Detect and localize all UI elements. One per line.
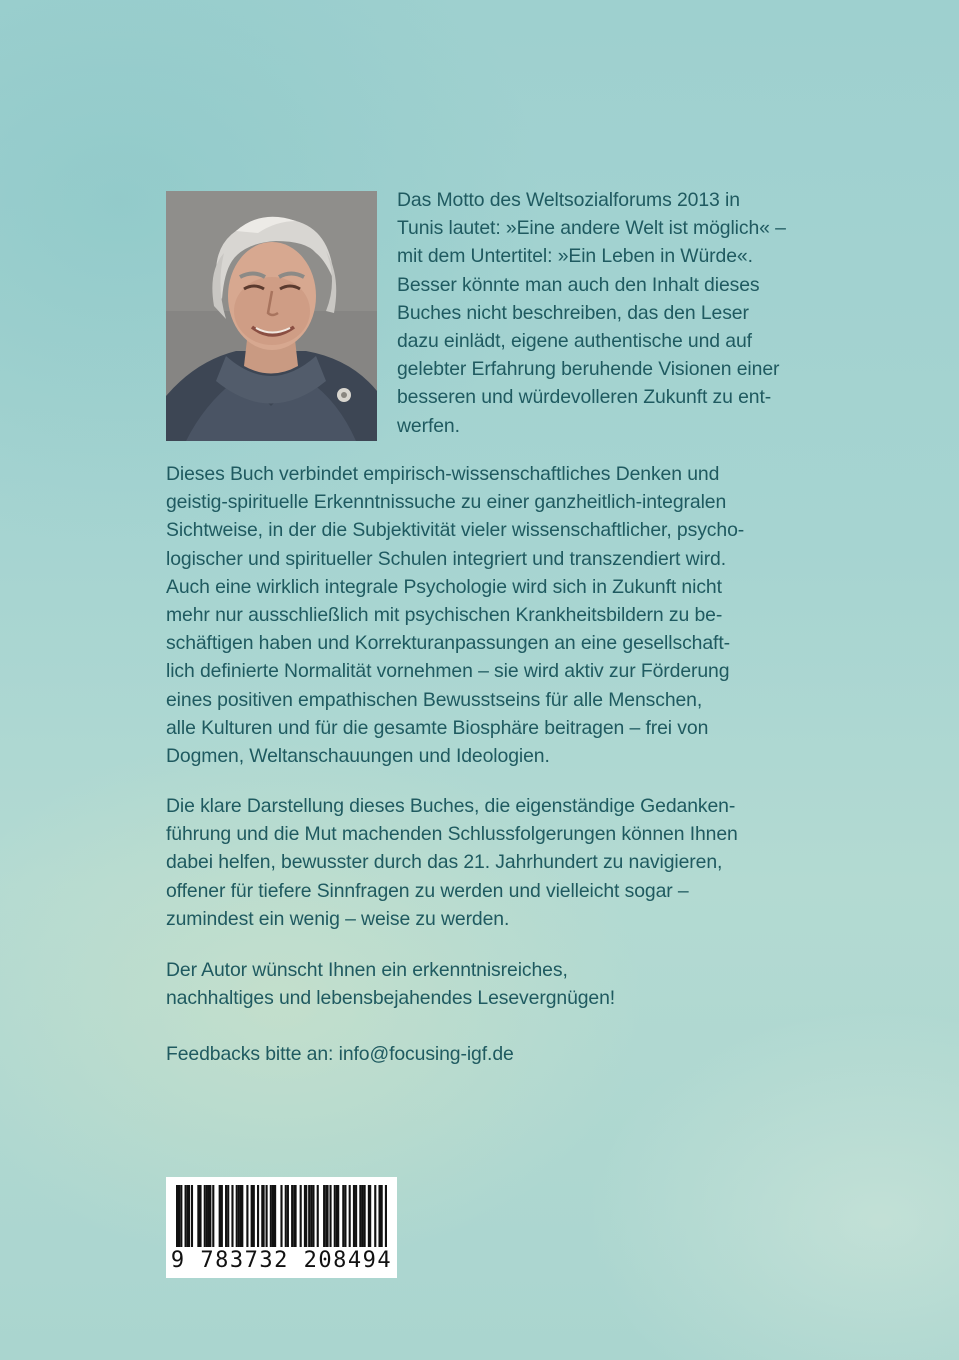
barcode-bar [355, 1185, 357, 1247]
intro-line: Tunis lautet: »Eine andere Welt ist möglich« – [397, 217, 786, 240]
barcode-bar [270, 1185, 272, 1247]
barcode-bar [187, 1185, 190, 1247]
barcode-bar [342, 1185, 344, 1247]
benefit-line: Die klare Darstellung dieses Buches, die eigenständige Gedanken- [166, 795, 736, 817]
barcode-bar [323, 1185, 325, 1247]
intro-line: Das Motto des Weltsozialforums 2013 in [397, 189, 740, 211]
barcode-bar [336, 1185, 339, 1247]
description-line: schäftigen haben und Korrekturanpassungen an eine gesellschaft- [166, 632, 730, 655]
barcode-bar [291, 1185, 293, 1247]
description-line: Sichtweise, in der die Subjektivität vieler wissenschaftlicher, psycho- [166, 519, 745, 542]
description-line: logischer und spiritueller Schulen integriert und transzendiert wird. [166, 547, 727, 570]
benefit-line: dabei helfen, bewusster durch das 21. Jahrhundert zu navigieren, [166, 851, 723, 874]
barcode-bar [361, 1185, 363, 1247]
description-line: Dieses Buch verbindet empirisch-wissenschaftliches Denken und [166, 463, 720, 485]
barcode-bar [246, 1185, 248, 1247]
intro-line: Buches nicht beschreiben, das den Leser [397, 301, 749, 324]
barcode-bar [325, 1185, 328, 1247]
barcode-bar [225, 1185, 227, 1247]
barcode-bar [374, 1185, 376, 1247]
barcode-bar [304, 1185, 307, 1247]
feedback-contact [166, 1040, 514, 1068]
benefit-paragraph [166, 792, 738, 933]
barcode-bar [266, 1185, 268, 1247]
author-wish-paragraph [166, 956, 615, 1012]
barcode-bar [385, 1185, 387, 1247]
benefit-line: offener für tiefere Sinnfragen zu werden und vielleicht sogar – [166, 879, 689, 902]
barcode-bar [212, 1185, 214, 1247]
barcode-bar [257, 1185, 259, 1247]
barcode-bar [287, 1185, 289, 1247]
intro-line: werfen. [397, 414, 460, 437]
barcode-bar [238, 1185, 240, 1247]
barcode-bar [344, 1185, 346, 1247]
barcode-bars [176, 1185, 387, 1247]
barcode-bar [349, 1185, 351, 1247]
barcode-bar [274, 1185, 276, 1247]
author-wish-line: nachhaltiges und lebensbejahendes Lesevergnügen! [166, 987, 616, 1010]
barcode-bar [253, 1185, 255, 1247]
barcode-bar [280, 1185, 282, 1247]
barcode-bar [359, 1185, 361, 1247]
description-line: geistig-spirituelle Erkenntnissuche zu einer ganzheitlich-integralen [166, 491, 727, 514]
intro-line: dazu einlädt, eigene authentische und auf [397, 330, 752, 353]
intro-line: mit dem Untertitel: »Ein Leben in Würde«. [397, 245, 753, 268]
barcode-bar [312, 1185, 314, 1247]
barcode-bar [285, 1185, 287, 1247]
barcode-bar [364, 1185, 366, 1247]
intro-paragraph [397, 186, 786, 440]
barcode-bar [334, 1185, 336, 1247]
barcode-bar [185, 1185, 187, 1247]
description-line: alle Kulturen und für die gesamte Biosphäre beitragen – frei von [166, 716, 709, 739]
description-line: eines positiven empathischen Bewusstseins für alle Menschen, [166, 688, 703, 711]
benefit-line: führung und die Mut machenden Schlussfolgerungen können Ihnen [166, 823, 738, 846]
barcode-bar [317, 1185, 319, 1247]
barcode-bar [236, 1185, 238, 1247]
barcode-bar [368, 1185, 371, 1247]
barcode-bar [293, 1185, 296, 1247]
author-wish-line: Der Autor wünscht Ihnen ein erkenntnisreiches, [166, 959, 568, 981]
barcode-bar [208, 1185, 211, 1247]
barcode-bar [204, 1185, 206, 1247]
barcode-bar [353, 1185, 355, 1247]
isbn-digits: 9 783732 208494 [170, 1248, 393, 1273]
barcode-bar [381, 1185, 383, 1247]
barcode-bar [221, 1185, 223, 1247]
description-line: mehr nur ausschließlich mit psychischen Krankheitsbildern zu be- [166, 604, 723, 627]
barcode-bar [231, 1185, 233, 1247]
barcode-bar [240, 1185, 243, 1247]
barcode-bar [191, 1185, 193, 1247]
description-paragraph [166, 460, 744, 770]
barcode-bar [308, 1185, 310, 1247]
author-portrait [166, 191, 377, 441]
barcode-bar [300, 1185, 302, 1247]
barcode-bar [180, 1185, 182, 1247]
description-line: lich definierte Normalität vornehmen – sie wird aktiv zur Förderung [166, 660, 730, 683]
intro-line: besseren und würdevolleren Zukunft zu ent- [397, 386, 772, 409]
barcode-bar [261, 1185, 264, 1247]
barcode-bar [199, 1185, 201, 1247]
description-line: Auch eine wirklich integrale Psychologie wird sich in Zukunft nicht [166, 575, 722, 598]
barcode-bar [206, 1185, 208, 1247]
intro-line: gelebter Erfahrung beruhende Visionen einer [397, 358, 780, 381]
barcode-bar [310, 1185, 312, 1247]
isbn-barcode [166, 1177, 397, 1278]
feedback-text: Feedbacks bitte an: info@focusing-igf.de [166, 1043, 514, 1065]
intro-line: Besser könnte man auch den Inhalt dieses [397, 273, 760, 296]
barcode-bar [329, 1185, 331, 1247]
benefit-line: zumindest ein wenig – weise zu werden. [166, 907, 510, 930]
description-line: Dogmen, Weltanschauungen und Ideologien. [166, 745, 550, 768]
barcode-bar [227, 1185, 229, 1247]
barcode-bar [178, 1185, 180, 1247]
